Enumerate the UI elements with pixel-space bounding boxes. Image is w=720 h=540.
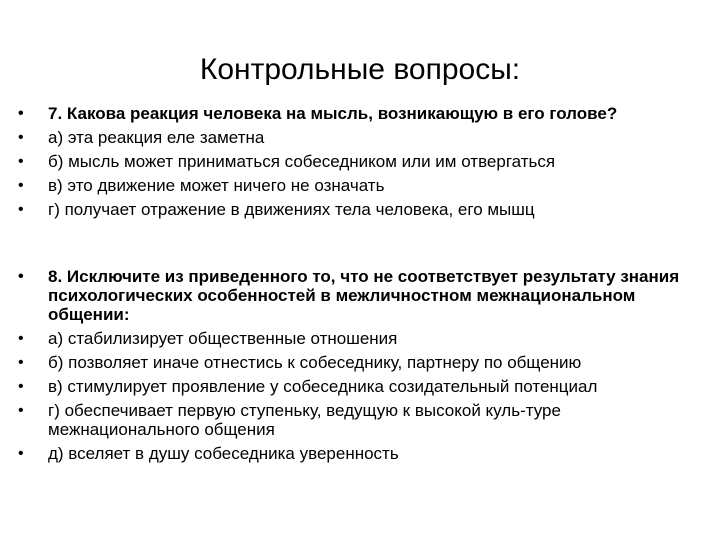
slide-title: Контрольные вопросы:	[199, 53, 521, 86]
question-8-list	[18, 267, 698, 468]
question-8-option-e: • д) вселяет в душу собеседника уверенность	[18, 444, 698, 463]
question-8-option-c: • в) стимулирует проявление у собеседника созидательный потенциал	[18, 377, 698, 396]
question-7-option-a: • а) эта реакция еле заметна	[18, 128, 698, 147]
question-8-option-a: • а) стабилизирует общественные отношения	[18, 329, 698, 348]
question-8-option-b: • б) позволяет иначе отнестись к собеседнику, партнеру по общению	[18, 353, 698, 372]
question-7-list	[18, 104, 698, 224]
question-8-option-d: • г) обеспечивает первую ступеньку, ведущую к высокой куль-туре межнационального общения	[18, 401, 698, 439]
question-7-option-c: • в) это движение может ничего не означать	[18, 176, 698, 195]
question-7-option-d: • г) получает отражение в движениях тела человека, его мышц	[18, 200, 698, 219]
question-8-text: • 8. Исключите из приведенного то, что не соответствует результату знания психологических особенностей в межличностном межнациональном общении:	[18, 267, 698, 324]
question-7-text: • 7. Какова реакция человека на мысль, возникающую в его голове?	[18, 104, 698, 123]
question-7-option-b: • б) мысль может приниматься собеседником или им отвергаться	[18, 152, 698, 171]
